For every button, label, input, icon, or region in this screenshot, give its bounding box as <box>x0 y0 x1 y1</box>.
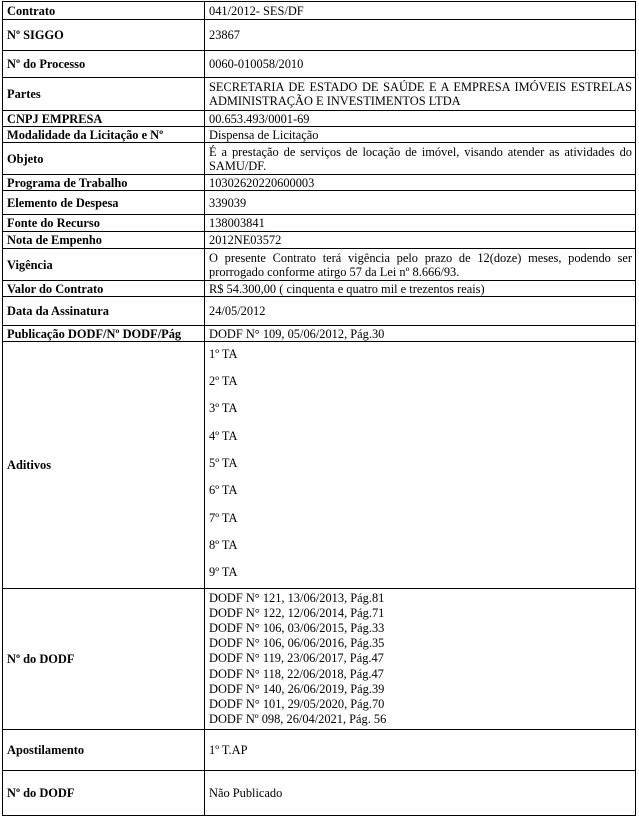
value-assinatura: 24/05/2012 <box>205 297 636 326</box>
row-empenho <box>3 232 636 249</box>
row-siggo <box>3 20 636 51</box>
dodf-item: DODF N° 101, 29/05/2020, Pág.70 <box>209 697 385 711</box>
value-dodf <box>205 589 636 730</box>
aditivo-item: 4º TA <box>209 428 238 443</box>
label-aditivos: Aditivos <box>3 342 205 589</box>
value-vigencia: O presente Contrato terá vigência pelo prazo de 12(doze) meses, podendo ser prorrogado conforme atirgo 57 da Lei nº 8.666/93. <box>205 249 636 281</box>
row-partes <box>3 78 636 111</box>
value-programa: 10302620220600003 <box>205 175 636 191</box>
value-aditivos <box>205 342 636 589</box>
row-elemento <box>3 191 636 215</box>
aditivo-item: 6º TA <box>209 483 238 498</box>
value-fonte: 138003841 <box>205 215 636 232</box>
row-objeto <box>3 143 636 175</box>
row-dodf <box>3 589 636 730</box>
row-cnpj <box>3 111 636 127</box>
value-valor: R$ 54.300,00 ( cinquenta e quatro mil e trezentos reais) <box>205 281 636 297</box>
dodf-item: DODF N° 121, 13/06/2013, Pág.81 <box>209 590 385 605</box>
dodf-item: DODF Nº 098, 26/04/2021, Pág. 56 <box>209 712 387 727</box>
aditivo-item: 5º TA <box>209 456 238 470</box>
label-apostilamento: Apostilamento <box>3 730 205 771</box>
row-assinatura <box>3 297 636 326</box>
value-objeto: É a prestação de serviços de locação de imóvel, visando atender as atividades do SAMU/DF. <box>205 143 636 175</box>
label-publicacao: Publicação DODF/Nº DODF/Pág <box>3 326 205 342</box>
row-aditivos <box>3 342 636 589</box>
dodf-item: DODF N° 119, 23/06/2017, Pág.47 <box>209 651 384 666</box>
value-siggo: 23867 <box>205 20 636 51</box>
aditivo-item: 1º TA <box>209 346 238 361</box>
label-modalidade: Modalidade da Licitação e Nº <box>3 127 205 143</box>
label-objeto: Objeto <box>3 143 205 175</box>
value-apostilamento: 1º T.AP <box>205 730 636 771</box>
value-empenho: 2012NE03572 <box>205 232 636 249</box>
value-elemento: 339039 <box>205 191 636 215</box>
dodf-item: DODF N° 106, 03/06/2015, Pág.33 <box>209 620 385 635</box>
value-publicacao: DODF N° 109, 05/06/2012, Pág.30 <box>205 326 636 342</box>
label-partes: Partes <box>3 78 205 111</box>
row-publicacao <box>3 326 636 342</box>
row-vigencia <box>3 249 636 281</box>
dodf-item: DODF N° 140, 26/06/2019, Pág.39 <box>209 681 385 696</box>
dodf-item: DODF N° 118, 22/06/2018, Pág.47 <box>209 666 384 681</box>
label-assinatura: Data da Assinatura <box>3 297 205 326</box>
row-modalidade <box>3 127 636 143</box>
label-valor: Valor do Contrato <box>3 281 205 297</box>
aditivo-item: 3º TA <box>209 401 238 416</box>
label-vigencia: Vigência <box>3 249 205 281</box>
label-cnpj: CNPJ EMPRESA <box>3 111 205 127</box>
dodf-item: DODF N° 106, 06/06/2016, Pág.35 <box>209 636 385 651</box>
label-fonte: Fonte do Recurso <box>3 215 205 232</box>
label-dodf: Nº do DODF <box>3 589 205 730</box>
aditivo-item: 2º TA <box>209 374 238 389</box>
label-dodf2: Nº do DODF <box>3 771 205 816</box>
row-programa <box>3 175 636 191</box>
value-modalidade: Dispensa de Licitação <box>205 127 636 143</box>
value-processo: 0060-010058/2010 <box>205 51 636 78</box>
row-dodf2 <box>3 771 636 816</box>
label-processo: Nº do Processo <box>3 51 205 78</box>
row-processo <box>3 51 636 78</box>
row-apostilamento <box>3 730 636 771</box>
contract-table <box>2 1 636 816</box>
aditivo-item: 9º TA <box>209 565 238 580</box>
row-fonte <box>3 215 636 232</box>
label-siggo: Nº SIGGO <box>3 20 205 51</box>
value-dodf2: Não Publicado <box>205 771 636 816</box>
label-contrato: Contrato <box>3 2 205 20</box>
row-valor <box>3 281 636 297</box>
label-elemento: Elemento de Despesa <box>3 191 205 215</box>
value-partes: SECRETARIA DE ESTADO DE SAÚDE E A EMPRESA IMÓVEIS ESTRELAS ADMINISTRAÇÃO E INVESTIMENTOS LTDA <box>205 78 636 111</box>
aditivo-item: 8º TA <box>209 537 238 552</box>
dodf-item: DODF N° 122, 12/06/2014, Pág.71 <box>209 605 385 620</box>
label-empenho: Nota de Empenho <box>3 232 205 249</box>
label-programa: Programa de Trabalho <box>3 175 205 191</box>
row-contrato <box>3 2 636 20</box>
value-cnpj: 00.653.493/0001-69 <box>205 111 636 127</box>
aditivo-item: 7º TA <box>209 510 238 525</box>
value-contrato: 041/2012- SES/DF <box>205 2 636 20</box>
